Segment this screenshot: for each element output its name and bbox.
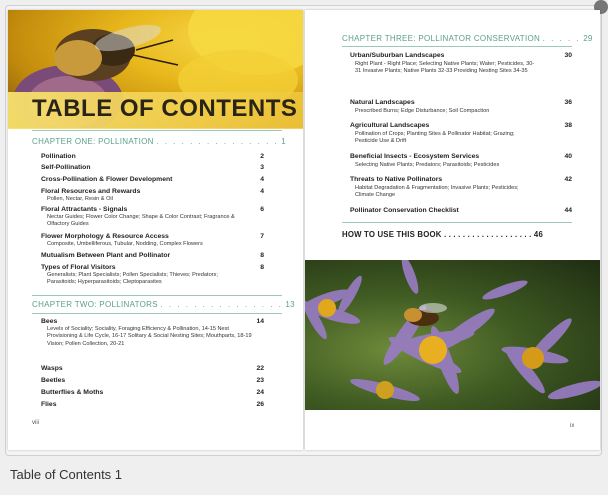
toc-entry[interactable]: Wasps — [41, 365, 63, 372]
chapter-one-heading[interactable]: CHAPTER ONE: POLLINATION . . . . . . . . . . . . . . . 1 — [32, 137, 287, 146]
divider — [342, 222, 572, 223]
page-number: 8 — [260, 264, 264, 271]
toc-entry[interactable]: Floral Resources and Rewards — [41, 188, 141, 195]
page-number: 8 — [260, 252, 264, 259]
toc-entry[interactable]: Flower Morphology & Resource Access — [41, 233, 169, 240]
page-number: 7 — [260, 233, 264, 240]
toc-entry[interactable]: Pollinator Conservation Checklist — [350, 207, 459, 214]
toc-entry[interactable]: Self-Pollination — [41, 164, 91, 171]
page-number: 22 — [256, 365, 264, 372]
toc-subtopics: Levels of Sociality; Sociality, Foraging Efficiency & Pollination, 14-15 Nest Provisioning & Life Cycle, 16-17 Solitary & Social Nesting Sites; Mouthparts, 18-19 Vision; Pollen Collection, 20-21 — [47, 326, 252, 347]
toc-subtopics: Composite, Umbelliferous, Tubular, Nodding, Complex Flowers — [47, 241, 203, 247]
page-number: 2 — [260, 153, 264, 160]
toc-entry[interactable]: Threats to Native Pollinators — [350, 176, 443, 183]
toc-entry[interactable]: Agricultural Landscapes — [350, 122, 430, 129]
right-page — [305, 10, 600, 450]
page-number: 6 — [260, 206, 264, 213]
page-number: 42 — [564, 176, 572, 183]
toc-entry[interactable]: Beneficial Insects - Ecosystem Services — [350, 153, 480, 160]
toc-subtopics: Right Plant - Right Place; Selecting Native Plants; Water; Pesticides, 30-31 Invasive Plants; Native Plants 32-33 Providing Nesting Sites 34-35 — [355, 61, 535, 75]
toc-entry[interactable]: Floral Attractants - Signals — [41, 206, 128, 213]
divider — [342, 46, 572, 47]
chapter-two-heading[interactable]: CHAPTER TWO: POLLINATORS . . . . . . . . . . . . . . . 13 — [32, 300, 295, 309]
page-number: 38 — [564, 122, 572, 129]
divider — [32, 313, 282, 314]
page-number: 30 — [564, 52, 572, 59]
left-page — [8, 10, 303, 450]
page-number: 24 — [256, 389, 264, 396]
toc-entry[interactable]: Beetles — [41, 377, 66, 384]
page-number: 14 — [256, 318, 264, 325]
toc-entry[interactable]: Pollination — [41, 153, 76, 160]
page-number: 3 — [260, 164, 264, 171]
chapter-three-heading[interactable]: CHAPTER THREE: POLLINATOR CONSERVATION . . . . . 29 — [342, 34, 593, 43]
toc-subtopics: Selecting Native Plants; Predators; Parasitoids; Pesticides — [355, 162, 500, 168]
divider — [32, 130, 282, 131]
toc-entry[interactable]: Butterflies & Moths — [41, 389, 104, 396]
toc-subtopics: Prescribed Burns; Edge Disturbance; Soil Compaction — [355, 108, 490, 114]
toc-subtopics: Habitat Degradation & Fragmentation; Invasive Plants; Pesticides; Climate Change — [355, 185, 519, 199]
page-number: 4 — [260, 188, 264, 195]
divider — [32, 295, 282, 296]
page-number: 40 — [564, 153, 572, 160]
toc-subtopics: Pollination of Crops; Planting Sites & Pollinator Habitat; Grazing; Pesticide Use & Drift — [355, 131, 515, 145]
page-number: 23 — [256, 377, 264, 384]
toc-subtopics: Generalists; Plant Specialists; Pollen Specialists; Thieves; Predators; Parasitoids; Hyperparasitoids; Cleptoparasites — [47, 272, 218, 286]
toc-entry[interactable]: Urban/Suburban Landscapes — [350, 52, 445, 59]
toc-entry[interactable]: Flies — [41, 401, 57, 408]
page-folio: ix — [570, 423, 575, 429]
image-caption: Table of Contents 1 — [10, 467, 123, 482]
bee-on-aster-photo — [305, 260, 600, 410]
page-folio: viii — [32, 420, 39, 426]
toc-entry[interactable]: Cross-Pollination & Flower Development — [41, 176, 173, 183]
page-number: 44 — [564, 207, 572, 214]
toc-entry[interactable]: Types of Floral Visitors — [41, 264, 116, 271]
page-number: 36 — [564, 99, 572, 106]
toc-subtopics: Nectar Guides; Flower Color Change; Shape & Color Contrast; Fragrance & Olfactory Guides — [47, 214, 235, 228]
toc-entry[interactable]: Bees — [41, 318, 58, 325]
toc-entry[interactable]: Mutualism Between Plant and Pollinator — [41, 252, 171, 259]
page-title: TABLE OF CONTENTS — [32, 95, 298, 122]
toc-entry[interactable]: Natural Landscapes — [350, 99, 415, 106]
how-to-use-heading[interactable]: HOW TO USE THIS BOOK . . . . . . . . . . . . . . . . . . . 46 — [342, 230, 543, 239]
page-number: 26 — [256, 401, 264, 408]
page-number: 4 — [260, 176, 264, 183]
toc-subtopics: Pollen, Nectar, Resin & Oil — [47, 196, 113, 202]
